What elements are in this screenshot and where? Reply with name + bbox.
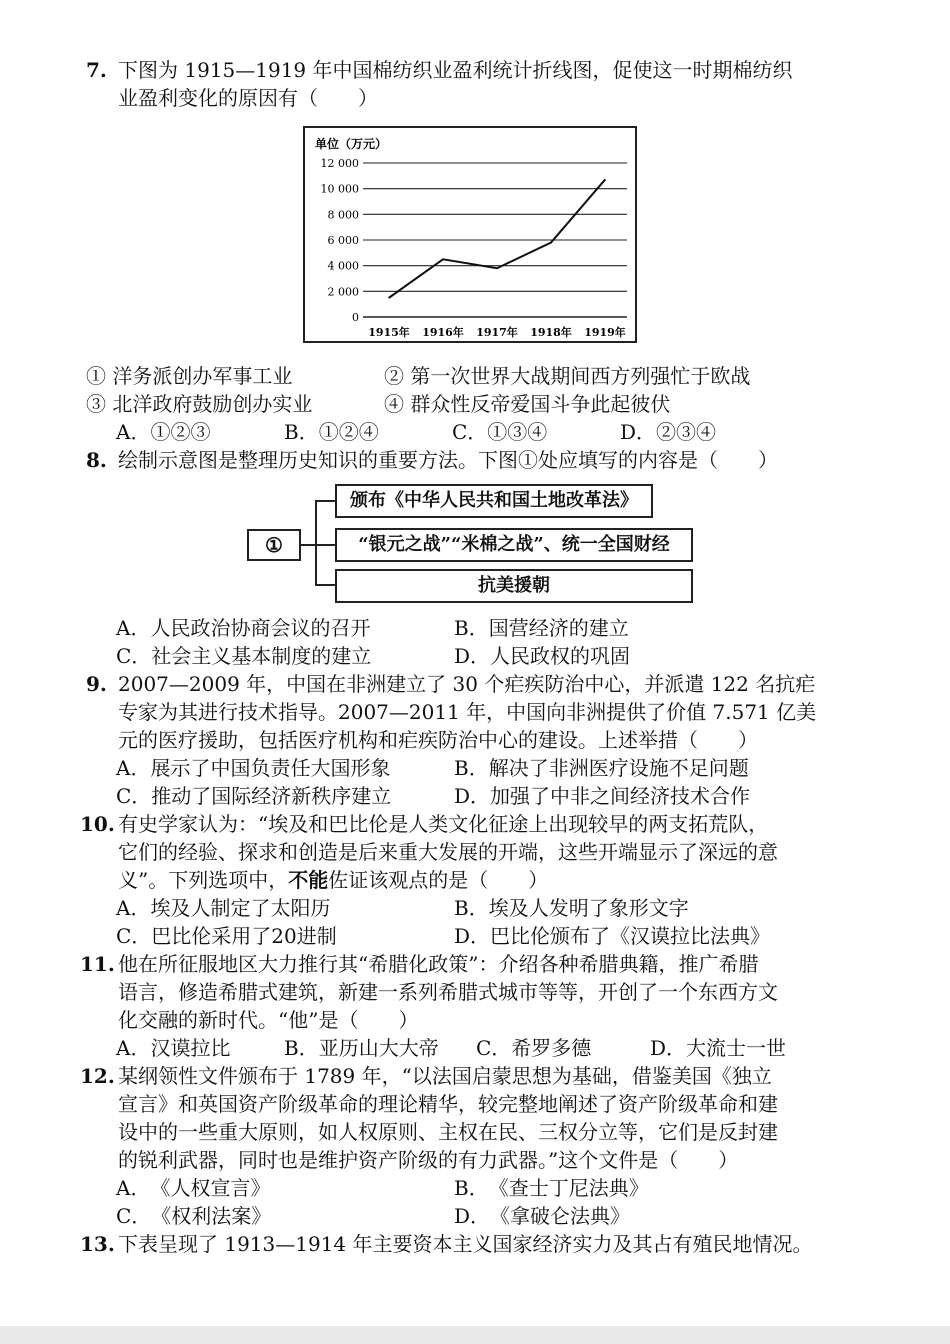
- q7-number: 7.: [86, 58, 107, 82]
- q8-option-d[interactable]: D．人民政权的巩固: [454, 644, 631, 668]
- q10-stem-line1: 有史学家认为：“埃及和巴比伦是人类文化征途上出现较早的两支拓荒队，: [118, 812, 769, 836]
- q11-stem-line1: 他在所征服地区大力推行其“希腊化政策”：介绍各种希腊典籍，推广希腊: [118, 952, 759, 976]
- q7-option-b[interactable]: B．①②④: [284, 420, 379, 444]
- q7-option-a[interactable]: A．①②③: [116, 420, 211, 444]
- diagram-connector-top: [315, 500, 335, 502]
- q12-number: 12.: [80, 1064, 115, 1088]
- q12-option-b[interactable]: B． 《查士丁尼法典》: [454, 1176, 649, 1200]
- chart-data-point: [496, 267, 498, 269]
- q8-option-b[interactable]: B．国营经济的建立: [454, 616, 629, 640]
- q7-stem-line1: 下图为 1915—1919 年中国棉纺织业盈利统计折线图，促使这一时期棉纺织: [118, 58, 793, 82]
- q11-option-b[interactable]: B．亚历山大大帝: [284, 1036, 439, 1060]
- chart-xtick-label: 1918年: [530, 326, 572, 339]
- q9-stem-line1: 2007—2009 年，中国在非洲建立了 30 个疟疾防治中心，并派遣 122 名抗疟: [118, 672, 816, 696]
- chart-data-point: [388, 297, 390, 299]
- chart-ytick-label: 10 000: [320, 182, 359, 196]
- q11-option-c[interactable]: C．希罗多德: [476, 1036, 592, 1060]
- q9-option-b[interactable]: B．解决了非洲医疗设施不足问题: [454, 756, 749, 780]
- chart-ytick-label: 12 000: [320, 157, 359, 170]
- q10-stem-line3: [118, 866, 548, 894]
- q11-stem-line3: 化交融的新时代。“他”是（ ）: [118, 1008, 419, 1032]
- q12-stem-line2: 宣言》和英国资产阶级革命的理论精华，较完整地阐述了资产阶级革命和建: [118, 1092, 778, 1116]
- diagram-connector-main: [301, 544, 335, 546]
- chart-xtick-label: 1915年: [368, 326, 410, 339]
- chart-xtick-label: 1919年: [584, 326, 626, 339]
- q10-stem-line3-part1: 义”。下列选项中，: [118, 868, 289, 892]
- q11-stem-line2: 语言，修造希腊式建筑，新建一系列希腊式城市等等，开创了一个东西方文: [118, 980, 778, 1004]
- q10-stem-line2: 它们的经验、探求和创造是后来重大发展的开端，这些开端显示了深远的意: [118, 840, 778, 864]
- diagram-box-finance: “银元之战”“米棉之战”、统一全国财经: [335, 528, 693, 562]
- q10-stem-line3-part2: 佐证该观点的是（ ）: [328, 868, 549, 892]
- q13-number: 13.: [80, 1232, 115, 1256]
- q9-stem-line2: 专家为其进行技术指导。2007—2011 年，中国向非洲提供了价值 7.571 亿美: [118, 700, 817, 724]
- q9-option-d[interactable]: D．加强了中非之间经济技术合作: [454, 784, 751, 808]
- q10-option-c[interactable]: C．巴比伦采用了20进制: [116, 924, 337, 948]
- profit-line-chart: [303, 126, 637, 343]
- q10-option-a[interactable]: A．埃及人制定了太阳历: [116, 896, 331, 920]
- q7-item-3: ③ 北洋政府鼓励创办实业: [86, 392, 313, 416]
- q13-stem-line1: 下表呈现了 1913—1914 年主要资本主义国家经济实力及其占有殖民地情况。: [118, 1232, 813, 1256]
- chart-data-point: [442, 258, 444, 260]
- q7-stem-line2: 业盈利变化的原因有（ ）: [118, 86, 378, 110]
- q7-item-1: ① 洋务派创办军事工业: [86, 364, 293, 388]
- q12-option-a[interactable]: A． 《人权宣言》: [116, 1176, 271, 1200]
- diagram-box-land-reform: 颁布《中华人民共和国土地改革法》: [335, 484, 653, 518]
- q7-item-4: ④ 群众性反帝爱国斗争此起彼伏: [384, 392, 671, 416]
- q9-option-c[interactable]: C．推动了国际经济新秩序建立: [116, 784, 392, 808]
- chart-data-point: [604, 179, 606, 181]
- q8-option-c[interactable]: C．社会主义基本制度的建立: [116, 644, 372, 668]
- q12-stem-line1: 某纲领性文件颁布于 1789 年，“以法国启蒙思想为基础，借鉴美国《独立: [118, 1064, 772, 1088]
- q12-option-c[interactable]: C． 《权利法案》: [116, 1204, 272, 1228]
- q10-option-d[interactable]: D．巴比伦颁布了《汉谟拉比法典》: [454, 924, 771, 948]
- chart-ytick-label: 8 000: [327, 208, 359, 222]
- chart-ytick-label: 4 000: [327, 259, 359, 273]
- chart-xtick-label: 1917年: [476, 326, 518, 339]
- chart-series-line: [389, 180, 605, 298]
- page-bottom-edge: [0, 1326, 950, 1344]
- q10-number: 10.: [80, 812, 115, 836]
- q8-option-a[interactable]: A．人民政治协商会议的召开: [116, 616, 371, 640]
- q12-stem-line4: 的锐利武器，同时也是维护资产阶级的有力武器。”这个文件是（ ）: [118, 1148, 739, 1172]
- q12-stem-line3: 设中的一些重大原则，如人权原则、主权在民、三权分立等，它们是反封建: [118, 1120, 778, 1144]
- chart-svg: [305, 128, 635, 341]
- diagram-connector-bottom: [315, 584, 335, 586]
- diagram-box-korea: 抗美援朝: [335, 569, 693, 603]
- q8-stem-line1: 绘制示意图是整理历史知识的重要方法。下图①处应填写的内容是（ ）: [118, 448, 778, 472]
- q7-item-2: ② 第一次世界大战期间西方列强忙于欧战: [384, 364, 751, 388]
- chart-ytick-label: 2 000: [327, 285, 359, 299]
- q8-number: 8.: [86, 448, 107, 472]
- chart-ytick-label: 0: [352, 311, 359, 324]
- q9-stem-line3: 元的医疗援助，包括医疗机构和疟疾防治中心的建设。上述举措（ ）: [118, 728, 758, 752]
- q7-option-d[interactable]: D．②③④: [620, 420, 717, 444]
- chart-unit-label: 单位（万元）: [315, 137, 388, 151]
- chart-data-point: [550, 242, 552, 244]
- q10-emphasis-not: 不能: [288, 868, 329, 892]
- q10-option-b[interactable]: B．埃及人发明了象形文字: [454, 896, 689, 920]
- q12-option-d[interactable]: D． 《拿破仑法典》: [454, 1204, 631, 1228]
- q9-number: 9.: [86, 672, 107, 696]
- chart-xtick-label: 1916年: [422, 326, 464, 339]
- diagram-connector-vertical: [315, 500, 317, 585]
- q11-option-a[interactable]: A．汉谟拉比: [116, 1036, 231, 1060]
- q7-option-c[interactable]: C．①③④: [452, 420, 548, 444]
- q11-number: 11.: [80, 952, 115, 976]
- q9-option-a[interactable]: A．展示了中国负责任大国形象: [116, 756, 391, 780]
- chart-ytick-label: 6 000: [327, 234, 359, 247]
- q11-option-d[interactable]: D．大流士一世: [650, 1036, 787, 1060]
- diagram-center-box: ①: [247, 529, 301, 561]
